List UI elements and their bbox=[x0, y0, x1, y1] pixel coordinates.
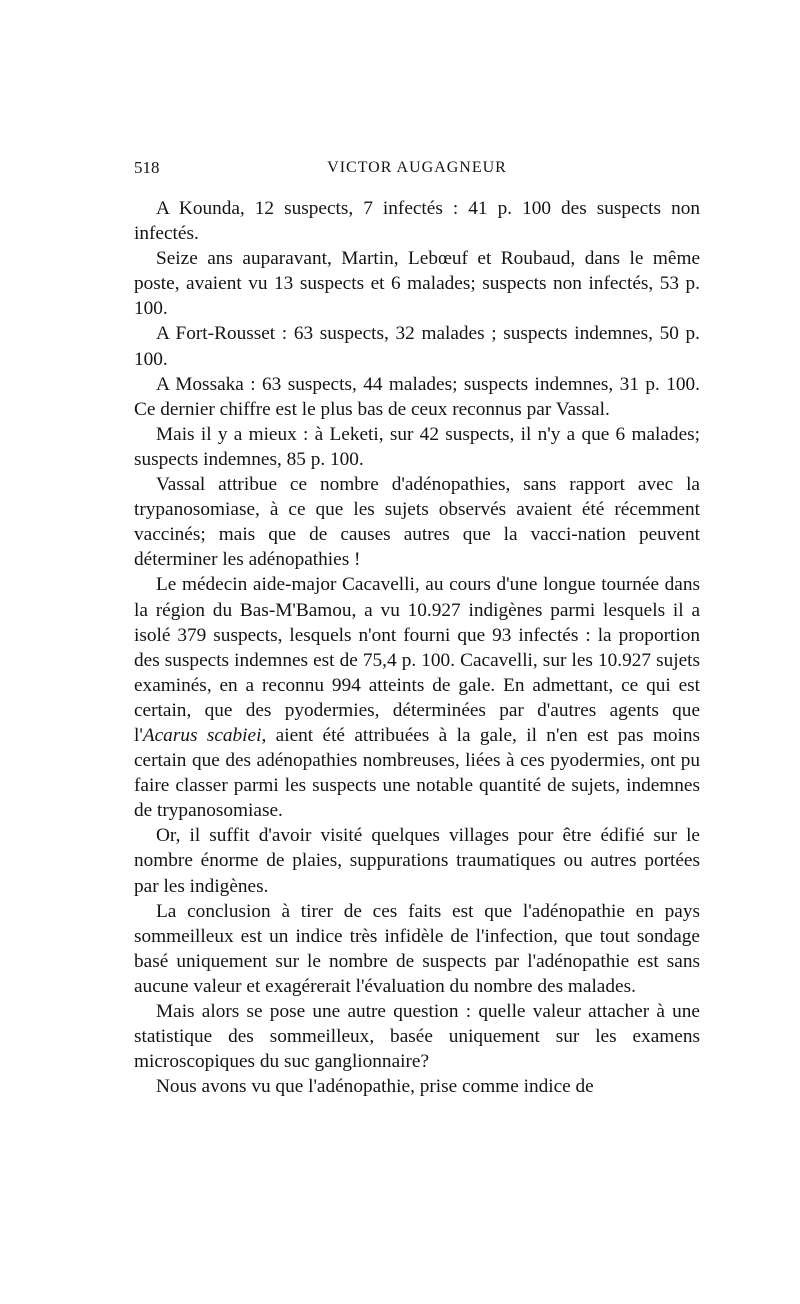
paragraph-question: Mais alors se pose une autre question : quelle valeur attacher à une statistique des sommeilleux, basée uniquement sur les examens microscopiques du suc ganglionnaire? bbox=[134, 1001, 700, 1073]
page-number: 518 bbox=[134, 158, 160, 177]
acarus-scabiei-term: Acarus scabiei bbox=[142, 724, 262, 746]
paragraph-cacavelli-after: , aient été attribuées à la gale, il n'en est pas moins certain que des adénopathies nombreuses, liées à ces pyodermies, ont pu faire classer parmi les suspects une notable quantité de sujets, indemnes de trypanosomiase. bbox=[134, 724, 701, 822]
paragraph-last: Nous avons vu que l'adénopathie, prise comme indice de bbox=[156, 1076, 594, 1098]
paragraph-conclusion: La conclusion à tirer de ces faits est que l'adénopathie en pays sommeilleux est un indice très infidèle de l'infection, que tout sondage basé uniquement sur le nombre de suspects par l'adénopathie est sans aucune valeur et exagérerait l'évaluation du nombre des malades. bbox=[134, 900, 700, 997]
paragraph-villages: Or, il suffit d'avoir visité quelques villages pour être édifié sur le nombre énorme de plaies, suppurations traumatiques ou autres portées par les indigènes. bbox=[134, 825, 700, 897]
paragraph-kounda: A Kounda, 12 suspects, 7 infectés : 41 p. 100 des suspects non infectés. bbox=[134, 198, 700, 245]
paragraph-mossaka: A Mossaka : 63 suspects, 44 malades; suspects indemnes, 31 p. 100. Ce dernier chiffre est le plus bas de ceux reconnus par Vassal. bbox=[134, 373, 700, 420]
paragraph-seize-ans: Seize ans auparavant, Martin, Lebœuf et Roubaud, dans le même poste, avaient vu 13 suspects et 6 malades; suspects non infectés, 53 p. 100. bbox=[134, 248, 700, 320]
paragraph-fort-rousset: A Fort-Rousset : 63 suspects, 32 malades ; suspects indemnes, 50 p. 100. bbox=[134, 323, 700, 370]
page-header bbox=[134, 156, 700, 180]
paragraph-leketi: Mais il y a mieux : à Leketi, sur 42 suspects, il n'y a que 6 malades; suspects indemnes, 85 p. 100. bbox=[134, 423, 700, 470]
paragraph-vassal: Vassal attribue ce nombre d'adénopathies, sans rapport avec la trypanosomiase, à ce que les sujets observés avaient été récemment vaccinés; mais que de causes autres que la vacci-nation peuvent déterminer les adénopathies ! bbox=[134, 474, 700, 571]
paragraph-cacavelli bbox=[134, 572, 700, 823]
running-title: VICTOR AUGAGNEUR bbox=[327, 159, 507, 176]
body-text bbox=[134, 196, 700, 1099]
paragraph-cacavelli-before: Le médecin aide-major Cacavelli, au cours d'une longue tournée dans la région du Bas-M'Bamou, a vu 10.927 indigènes parmi lesquels il a isolé 379 suspects, lesquels n'ont fourni que 93 infectés : la proportion des suspects indemnes est de 75,4 p. 100. Cacavelli, sur les 10.927 sujets examinés, en a reconnu 994 atteints de gale. En admettant, ce qui est certain, que des pyodermies, déterminées par d'autres agents que l' bbox=[134, 574, 700, 746]
